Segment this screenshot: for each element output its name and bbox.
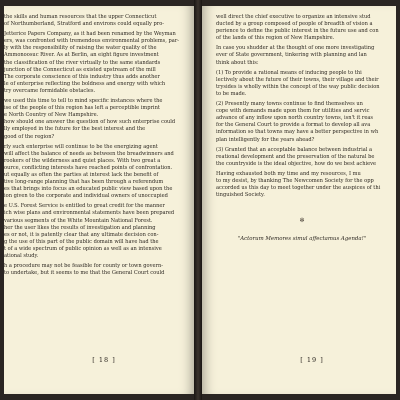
text-line: to my desist, by thanking The Newcomen Society for the opp: [216, 177, 374, 184]
text-line: to undertake, but it seems to me that the General Court could: [4, 270, 165, 277]
text-line: e U.S. Forest Service is entitled to great credit for the manner: [4, 203, 165, 210]
text-line: The corporate conscience of this industry thus adds another: [4, 73, 160, 80]
text-line: le of enterprise reflecting the boldness and energy with which: [4, 80, 166, 87]
text-line: h a procedure may not be feasible for county or town govern-: [4, 263, 163, 270]
text-line: In case you shudder at the thought of one more investigating: [216, 45, 375, 52]
text-line: ly with the responsibility of raising the water quality of the: [4, 45, 157, 52]
text-line: how should one answer the question of how such enterprise could: [4, 119, 176, 126]
text-line: plan intelligently for the years ahead?: [216, 136, 315, 143]
text-line: ise of the people of this region has left a perceptible imprint: [4, 105, 160, 112]
text-line: cope with demands made upon them for utilities and servic: [216, 108, 370, 115]
text-line: advance of any inflow upon north country towns, isn't it reas: [216, 115, 374, 122]
text-line: (2) Presently many towns continue to find themselves un: [216, 101, 363, 108]
text-line: ers, was confronted with tremendous environmental problems, par-: [4, 38, 179, 45]
text-line: Ammonoosuc River. As at Berlin, an eight figure investment: [4, 52, 159, 59]
text-line: es that brings into focus an educated public view based upon the: [4, 186, 173, 193]
text-line: rookers of the wilderness and quiet places. With two great a: [4, 157, 161, 164]
text-line: perience to define the public interest in the future use and con: [216, 28, 379, 35]
text-line: es or not, it is patently clear that any ultimate decision con-: [4, 231, 159, 238]
text-line: try overcame formidable obstacles.: [4, 87, 96, 94]
text-line: t of a wide spectrum of public opinion as well as an intensive: [4, 245, 162, 252]
text-line: ut equally as often the parties at interest lack the benefit of: [4, 171, 159, 178]
left-page: [4, 6, 194, 394]
book-gutter: [194, 0, 202, 400]
text-line: well direct the chief executive to organize an intensive stud: [216, 14, 371, 20]
text-line: the skills and human resources that the upper Connecticut: [4, 14, 157, 20]
text-line: ich wise plans and environmental statements have been prepared: [4, 210, 175, 217]
text-line: lly employed in the future for the best interest and the: [4, 126, 146, 133]
text-line: e North Country of New Hampshire.: [4, 112, 99, 119]
text-line: ource, conflicting interests have reached points of confrontation.: [4, 164, 173, 171]
text-line: the classification of the river virtually to the same standards: [4, 59, 161, 66]
text-line: reational development and the preservation of the natural be: [216, 153, 375, 160]
text-line: (3) Granted that an acceptable balance between industrial a: [216, 146, 373, 153]
text-line: tinguished Society.: [216, 192, 265, 199]
text-line: Jetterice Papers Company, as it had been renamed by the Weyman: [4, 31, 176, 38]
text-line: good of the region?: [4, 133, 55, 140]
right-page-number: [ 19 ]: [300, 356, 324, 364]
text-line: Having exhausted both my time and my resources, I mu: [216, 170, 361, 177]
text-line: g the use of this part of the public domain will have had the: [4, 238, 159, 245]
text-line: information so that towns may have a better perspective in wh: [216, 129, 379, 136]
text-line: of Northumberland, Stratford and environs could equally pro-: [4, 21, 165, 28]
closing-motto: "Actorum Memores simul affectamus Agenda!": [237, 236, 367, 243]
right-page: [202, 6, 396, 394]
text-line: ducted by a group composed of people of breadth of vision a: [216, 21, 373, 28]
section-ornament: ✻: [299, 217, 305, 225]
text-line: (1) To provide a rational means of inducing people to thi: [216, 69, 362, 76]
text-line: we used this time to tell to mind specific instances where the: [4, 98, 163, 105]
text-line: think about this:: [216, 59, 259, 66]
text-line: the countryside is the ideal objective, how do we best achieve: [216, 160, 377, 167]
text-line: trysides is wholly within the concept of the way public decision: [216, 83, 380, 90]
text-line: ion given to the corporate and individual owners of unoccupied: [4, 193, 168, 200]
text-line: of the lands of this region of New Hampshire.: [216, 35, 335, 42]
text-line: rly such enterprise will continue to be the energizing agent: [4, 143, 158, 150]
text-line: to be made.: [216, 90, 247, 97]
text-line: ational study.: [4, 253, 39, 259]
text-line: accorded us this day to meet together under the auspices of thi: [216, 185, 381, 192]
text-line: for the General Court to provide a format to develop all ava: [216, 122, 371, 129]
left-page-number: [ 18 ]: [92, 356, 116, 364]
right-page-text: [216, 14, 388, 243]
left-page-text: [4, 14, 182, 277]
text-line: will affect the balance of needs as between the breadwinners and: [4, 150, 174, 157]
text-line: junction of the Connecticut as existed upstream of the mill: [4, 66, 156, 73]
text-line: ever of State government, tinkering with planning and lan: [216, 52, 367, 59]
text-line: her the user likes the results of investigation and planning: [4, 224, 156, 231]
text-line: tive long-range planning that has been through a referendum: [4, 179, 164, 186]
text-line: various segments of the White Mountain National Forest.: [4, 217, 153, 224]
text-line: lectively about the future of their towns, their village and their: [216, 76, 379, 83]
